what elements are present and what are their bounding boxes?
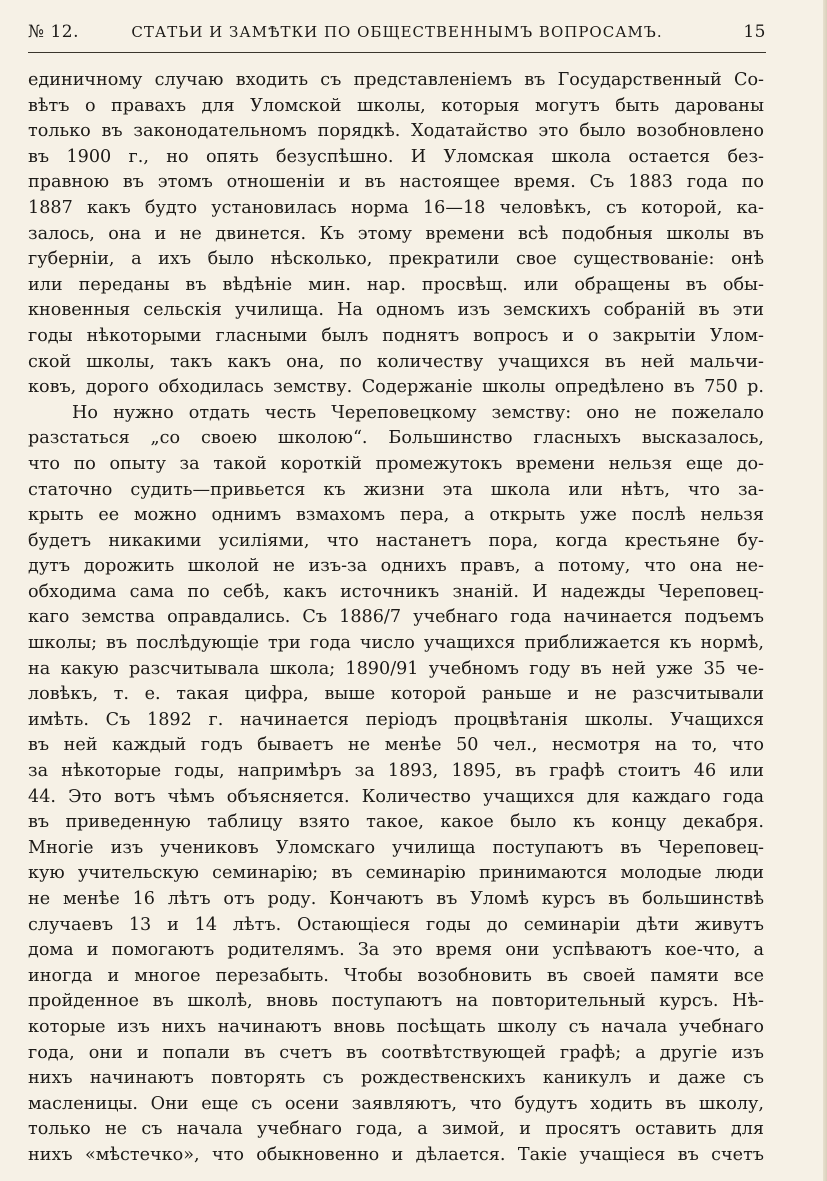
text-line: въ приведенную таблицу взято такое, какое было къ концу декабря. [28,812,764,833]
text-line: будетъ никакими усиліями, что настанетъ пора, когда крестьяне бу- [28,530,764,551]
text-line: ловѣкъ, т. е. такая цифра, выше которой раньше и не разсчитывали [28,684,764,705]
text-line: правною въ этомъ отношеніи и въ настоящее время. Съ 1883 года по [28,172,764,193]
text-line: дутъ дорожить школой не изъ-за однихъ правъ, а потому, что она не- [28,556,764,577]
text-line: вѣтъ о правахъ для Уломской школы, которыя могутъ быть дарованы [28,95,764,116]
text-line: ской школы, такъ какъ она, по количеству учащихся въ ней мальчи- [28,351,764,372]
text-line: въ ней каждый годъ бываетъ не менѣе 50 чел., несмотря на то, что [28,735,764,756]
text-line: 1887 какъ будто установилась норма 16—18 человѣкъ, съ которой, ка- [28,197,764,218]
text-line: что по опыту за такой короткій промежутокъ времени нельзя еще до- [28,453,764,474]
article-text [28,68,764,1169]
page-number: 15 [743,22,766,42]
text-line: масленицы. Они еще съ осени заявляютъ, что будутъ ходить въ школу, [28,1093,764,1114]
text-line: дома и помогаютъ родителямъ. За это время они успѣваютъ кое-что, а [28,940,764,961]
issue-number: № 12. [28,22,80,42]
text-line: въ 1900 г., но опять безуспѣшно. И Уломская школа остается без- [28,146,764,167]
text-line: нихъ «мѣстечко», что обыкновенно и дѣлается. Такіе учащіеся въ счетъ [28,1144,764,1165]
text-line: имѣть. Съ 1892 г. начинается періодъ процвѣтанія школы. Учащихся [28,709,764,730]
text-line: кновенныя сельскія училища. На одномъ изъ земскихъ собраній въ эти [28,300,764,321]
text-line: нихъ начинаютъ повторять съ рождественскихъ каникулъ и даже съ [28,1068,764,1089]
text-line: годы нѣкоторыми гласными былъ поднятъ вопросъ и о закрытіи Улом- [28,325,764,346]
text-line: обходима сама по себѣ, какъ источникъ знаній. И надежды Череповец- [28,581,764,602]
paragraph-start-line: Но нужно отдать честь Череповецкому земству: оно не пожелало [72,402,764,423]
page-edge-shadow [823,0,827,1181]
text-line: только не съ начала учебнаго года, а зимой, и просятъ оставить для [28,1119,764,1140]
text-line: каго земства оправдались. Съ 1886/7 учебнаго года начинается подъемъ [28,607,764,628]
text-line: пройденное въ школѣ, вновь поступаютъ на повторительный курсъ. Нѣ- [28,991,764,1012]
text-line: 44. Это вотъ чѣмъ объясняется. Количество учащихся для каждаго года [28,786,764,807]
text-line: случаевъ 13 и 14 лѣтъ. Остающіеся годы до семинаріи дѣти живутъ [28,914,764,935]
text-line: не менѣе 16 лѣтъ отъ роду. Кончаютъ въ Уломѣ курсъ въ большинствѣ [28,889,764,909]
section-title: СТАТЬИ И ЗАМѢТКИ ПО ОБЩЕСТВЕННЫМЪ ВОПРОСАМЪ. [131,23,663,41]
text-line: года, они и попали въ счетъ въ соотвѣтствующей графѣ; а другіе изъ [28,1042,764,1063]
text-line: крыть ее можно однимъ взмахомъ пера, а открыть уже послѣ нельзя [28,505,764,526]
text-line: за нѣкоторые годы, напримѣръ за 1893, 1895, въ графѣ стоитъ 46 или [28,761,764,782]
header-divider [28,52,766,53]
text-line: залось, она и не двинется. Къ этому времени всѣ подобныя школы въ [28,223,764,244]
text-line: разстаться „со своею школою“. Большинство гласныхъ высказалось, [28,428,764,449]
text-line: статочно судить—привьется къ жизни эта школа или нѣтъ, что за- [28,479,764,500]
text-line: которые изъ нихъ начинаютъ вновь посѣщать школу съ начала учебнаго [28,1016,764,1037]
running-header [28,22,766,46]
text-line: только въ законодательномъ порядкѣ. Ходатайство это было возобновлено [28,121,764,142]
text-line: кую учительскую семинарію; въ семинарію принимаются молодые люди [28,863,764,884]
text-line: губерніи, а ихъ было нѣсколько, прекратили свое существованіе: онѣ [28,249,764,270]
text-line: ковъ, дорого обходилась земству. Содержаніе школы опредѣлено въ 750 р. [28,377,764,398]
text-line: иногда и многое перезабыть. Чтобы возобновить въ своей памяти все [28,965,764,986]
text-line: школы; въ послѣдующіе три года число учащихся приближается къ нормѣ, [28,633,764,654]
text-line: единичному случаю входить съ представленіемъ въ Государственный Со- [28,70,764,90]
text-line: Многіе изъ учениковъ Уломскаго училища поступаютъ въ Череповец- [28,837,764,858]
text-line: или переданы въ вѣдѣніе мин. нар. просвѣщ. или обращены въ обы- [28,274,764,295]
text-line: на какую разсчитывала школа; 1890/91 учебномъ году въ ней уже 35 че- [28,658,764,679]
